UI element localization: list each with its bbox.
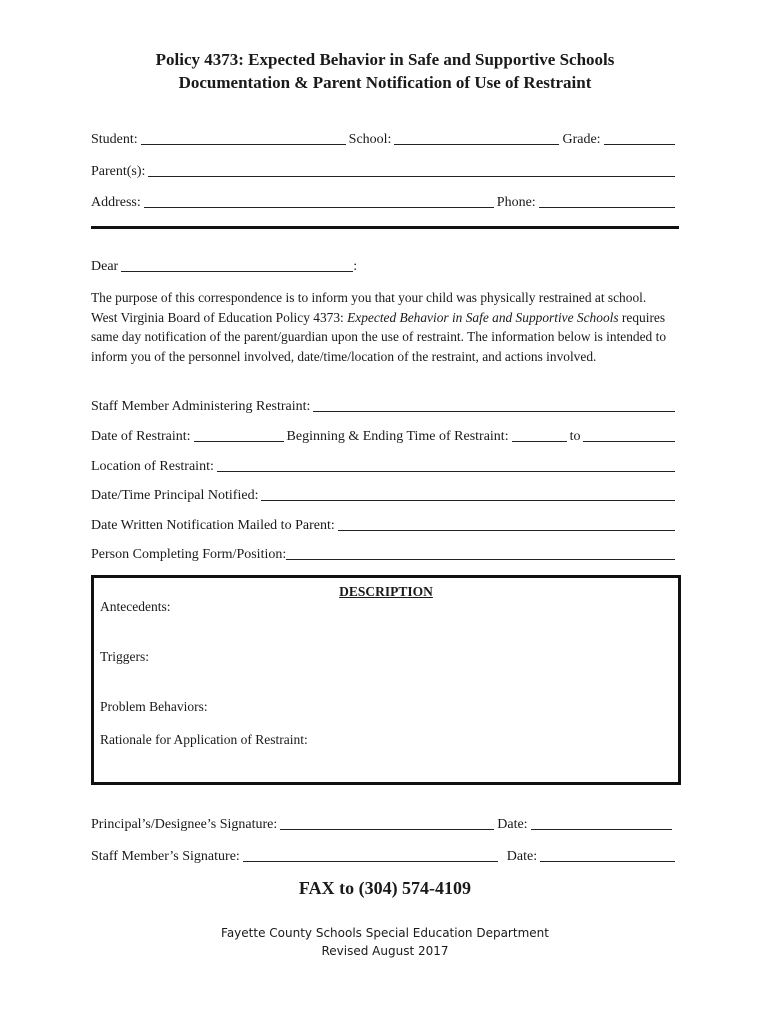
dear-colon: : — [353, 259, 358, 274]
grade-field[interactable] — [604, 143, 675, 145]
antecedents-label: Antecedents: — [100, 599, 171, 614]
footer-revised: Revised August 2017 — [321, 944, 449, 958]
date-time-row — [91, 428, 678, 446]
dear-label: Dear — [91, 259, 119, 274]
phone-field[interactable] — [539, 206, 675, 208]
completing-label: Person Completing Form/Position: — [91, 547, 287, 562]
staff-admin-label: Staff Member Administering Restraint: — [91, 399, 311, 414]
staff-date-field[interactable] — [540, 860, 675, 862]
school-field[interactable] — [394, 143, 559, 145]
letter-body-policy-title: Expected Behavior in Safe and Supportive Schools — [347, 309, 619, 325]
dear-field[interactable] — [121, 270, 353, 272]
student-label: Student: — [91, 132, 138, 147]
address-label: Address: — [91, 195, 141, 210]
mailed-field[interactable] — [338, 529, 675, 531]
student-info-row — [91, 131, 678, 149]
description-heading: DESCRIPTION — [339, 584, 433, 599]
location-field[interactable] — [217, 470, 675, 472]
principal-date-label: Date: — [497, 817, 528, 832]
footer-department: Fayette County Schools Special Education Department — [221, 926, 549, 940]
phone-label: Phone: — [496, 195, 536, 210]
staff-date-label: Date: — [506, 849, 538, 864]
principal-signature-field[interactable] — [280, 828, 494, 830]
triggers-label: Triggers: — [100, 649, 150, 664]
restraint-date-label: Date of Restraint: — [91, 429, 191, 444]
principal-date-field[interactable] — [531, 828, 672, 830]
principal-notified-field[interactable] — [261, 499, 675, 501]
grade-label: Grade: — [562, 132, 601, 147]
address-row — [91, 194, 678, 212]
student-field[interactable] — [141, 143, 346, 145]
address-field[interactable] — [144, 206, 494, 208]
restraint-date-field[interactable] — [194, 440, 284, 442]
problem-behaviors-label: Problem Behaviors: — [100, 699, 208, 714]
letter-body-part1: The purpose of this correspondence is to inform you that your child was physically restrained at school. West Virginia Board of Education Policy 4373: — [91, 290, 647, 325]
principal-notified-row — [91, 487, 678, 505]
start-time-field[interactable] — [512, 440, 567, 442]
location-label: Location of Restraint: — [91, 459, 214, 474]
section-divider — [91, 226, 679, 229]
completing-field[interactable] — [286, 558, 675, 560]
letter-body — [91, 288, 671, 366]
description-box — [91, 575, 681, 785]
staff-signature-field[interactable] — [243, 860, 498, 862]
mailed-label: Date Written Notification Mailed to Parent: — [91, 518, 335, 533]
staff-signature-label: Staff Member’s Signature: — [91, 849, 240, 864]
parents-field[interactable] — [148, 175, 675, 177]
principal-signature-label: Principal’s/Designee’s Signature: — [91, 817, 278, 832]
time-to-label: to — [569, 429, 581, 444]
school-label: School: — [348, 132, 392, 147]
letter-body-part2: requires same day notification of the parent/guardian upon the use of restraint. The information below is intended to inform you of the personnel involved, date/time/location of the restraint, and actions involved. — [91, 309, 667, 364]
fax-number: FAX to (304) 574-4109 — [298, 878, 472, 898]
form-title: Policy 4373: Expected Behavior in Safe and Supportive Schools — [155, 50, 615, 69]
parents-row — [91, 163, 678, 181]
location-row — [91, 458, 678, 476]
salutation-row — [91, 258, 357, 276]
mailed-row — [91, 517, 678, 535]
rationale-label: Rationale for Application of Restraint: — [100, 732, 308, 747]
principal-notified-label: Date/Time Principal Notified: — [91, 488, 259, 503]
completing-row — [91, 546, 678, 564]
staff-row — [91, 398, 678, 416]
restraint-time-label: Beginning & Ending Time of Restraint: — [286, 429, 509, 444]
form-subtitle: Documentation & Parent Notification of Use of Restraint — [178, 73, 592, 92]
parents-label: Parent(s): — [91, 164, 146, 179]
principal-signature-row — [91, 816, 675, 834]
staff-admin-field[interactable] — [313, 410, 675, 412]
staff-signature-row — [91, 848, 678, 866]
end-time-field[interactable] — [583, 440, 675, 442]
